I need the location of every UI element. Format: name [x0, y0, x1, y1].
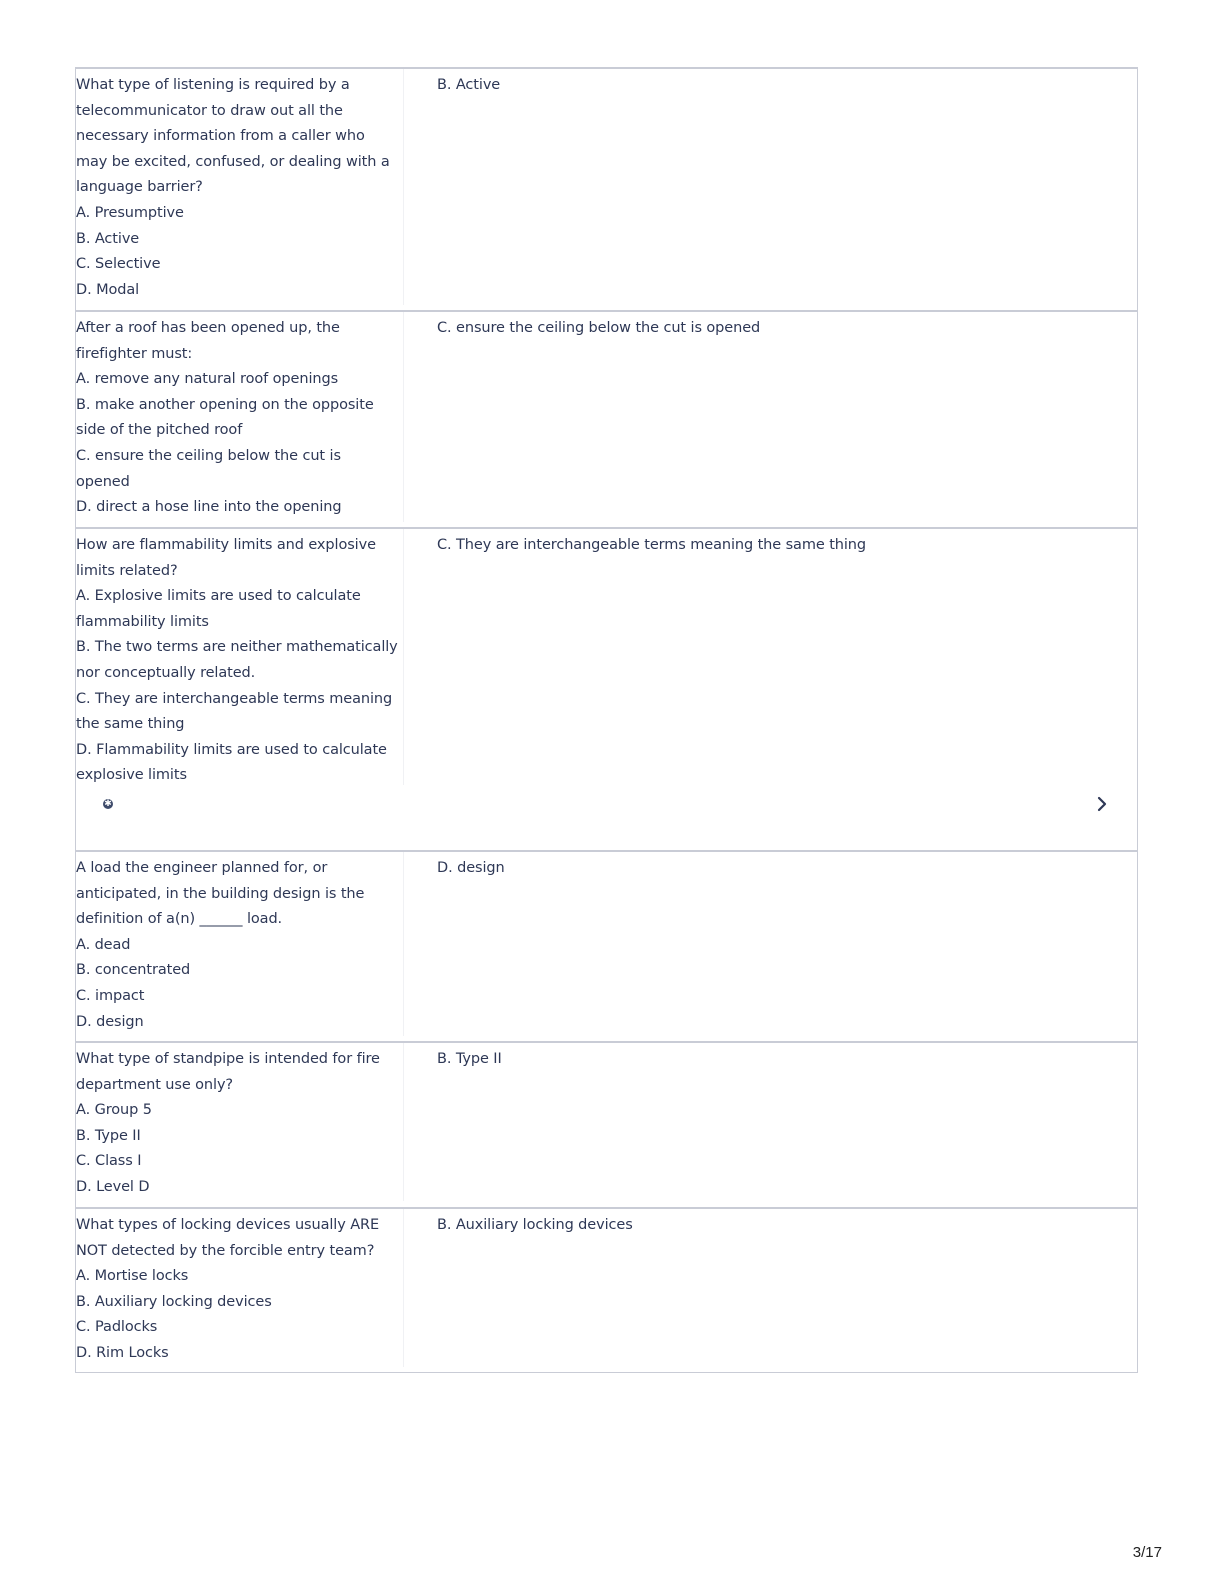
flashcard-answer: C. They are interchangeable terms meaning the same thing	[437, 537, 866, 553]
flashcard-list	[75, 67, 1138, 1373]
flashcard-question: A load the engineer planned for, or anticipated, in the building design is the definition of a(n) ______ load. A. dead B. concentrated C. impact D. design	[76, 860, 365, 1030]
card-footer	[76, 792, 1137, 816]
flashcard-answer: B. Type II	[437, 1051, 502, 1067]
flashcard	[75, 67, 1138, 311]
card-divider	[403, 529, 404, 785]
card-divider	[403, 1043, 404, 1201]
flashcard-question: After a roof has been opened up, the firefighter must: A. remove any natural roof openings B. make another opening on the opposite side of the pitched roof C. ensure the ceiling below the cut is opened D. direct a hose line into the opening	[76, 320, 374, 516]
card-divider	[403, 852, 404, 1036]
page-number: 3/17	[1132, 1544, 1162, 1561]
flashcard	[75, 850, 1138, 1042]
flashcard	[75, 1041, 1138, 1208]
gear-icon[interactable]: ✱	[104, 799, 112, 809]
flashcard-answer: D. design	[437, 860, 505, 876]
card-divider	[403, 312, 404, 522]
flashcard-question: What type of standpipe is intended for fire department use only? A. Group 5 B. Type II C. Class I D. Level D	[76, 1051, 380, 1195]
flashcard-question: How are flammability limits and explosive limits related? A. Explosive limits are used to calculate flammability limits B. The two terms are neither mathematically nor conceptually related. C. They are interchangeable terms meaning the same thing D. Flammability limits are used to calculate explosive limits	[76, 537, 398, 784]
flashcard	[75, 527, 1138, 851]
chevron-right-icon[interactable]	[1095, 796, 1109, 812]
flashcard-answer: B. Auxiliary locking devices	[437, 1217, 633, 1233]
flashcard	[75, 1207, 1138, 1373]
flashcard-answer: C. ensure the ceiling below the cut is opened	[437, 320, 761, 336]
card-divider	[403, 1209, 404, 1367]
card-divider	[403, 69, 404, 305]
flashcard-answer: B. Active	[437, 77, 501, 93]
flashcard	[75, 310, 1138, 528]
flashcard-question: What types of locking devices usually ARE NOT detected by the forcible entry team? A. Mortise locks B. Auxiliary locking devices C. Padlocks D. Rim Locks	[76, 1217, 380, 1361]
flashcard-question: What type of listening is required by a telecommunicator to draw out all the necessary information from a caller who may be excited, confused, or dealing with a language barrier? A. Presumptive B. Active C. Selective D. Modal	[76, 77, 390, 298]
